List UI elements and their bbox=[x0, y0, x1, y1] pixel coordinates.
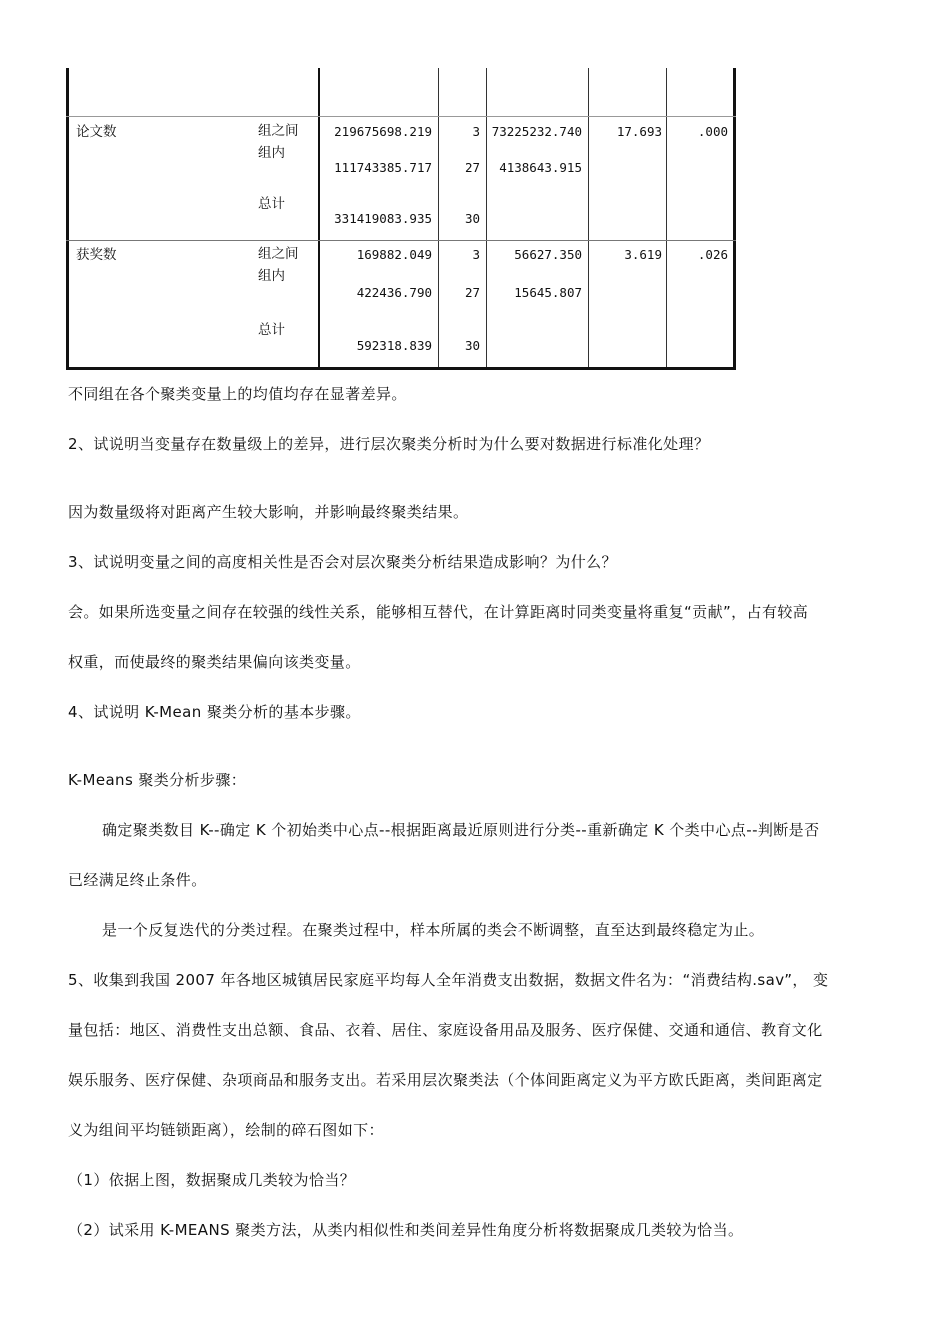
answer-4-line-3: 是一个反复迭代的分类过程。在聚类过程中，样本所属的类会不断调整，直至达到最终稳定为止。 bbox=[102, 921, 765, 939]
answer-4-heading: K-Means 聚类分析步骤： bbox=[68, 771, 247, 789]
answer-3-line-2: 权重，而使最终的聚类结果偏向该类变量。 bbox=[68, 653, 361, 671]
variable-label: 获奖数 bbox=[76, 247, 117, 263]
source-total: 总计 bbox=[258, 196, 285, 212]
question-3: 3、试说明变量之间的高度相关性是否会对层次聚类分析结果造成影响？为什么？ bbox=[68, 553, 617, 571]
answer-4-line-2: 已经满足终止条件。 bbox=[68, 871, 207, 889]
question-5-line-2: 量包括：地区、消费性支出总额、食品、衣着、居住、家庭设备用品及服务、医疗保健、交通和通信、教育文化 bbox=[68, 1021, 823, 1039]
question-5-line-4: 义为组间平均链锁距离），绘制的碎石图如下： bbox=[68, 1121, 384, 1139]
df-value: 27 bbox=[464, 285, 480, 300]
table-border-bottom bbox=[66, 367, 736, 370]
source-between: 组之间 bbox=[258, 246, 299, 262]
f-value: 3.619 bbox=[624, 247, 662, 262]
ss-value: 422436.790 bbox=[356, 285, 432, 300]
source-within: 组内 bbox=[258, 268, 285, 284]
anova-table bbox=[66, 68, 736, 370]
df-value: 30 bbox=[464, 211, 480, 226]
ss-value: 592318.839 bbox=[356, 338, 432, 353]
source-within: 组内 bbox=[258, 145, 285, 161]
df-value: 3 bbox=[472, 124, 480, 139]
ss-value: 111743385.717 bbox=[334, 160, 432, 175]
question-4: 4、试说明 K-Mean 聚类分析的基本步骤。 bbox=[68, 703, 361, 721]
f-value: 17.693 bbox=[616, 124, 662, 139]
table-col-divider bbox=[438, 68, 439, 370]
question-2: 2、试说明当变量存在数量级上的差异，进行层次聚类分析时为什么要对数据进行标准化处理？ bbox=[68, 435, 710, 453]
ms-value: 56627.350 bbox=[514, 247, 582, 262]
answer-2: 因为数量级将对距离产生较大影响，并影响最终聚类结果。 bbox=[68, 503, 469, 521]
question-5-line-1: 5、收集到我国 2007 年各地区城镇居民家庭平均每人全年消费支出数据，数据文件名为：“消费结构.sav”， 变 bbox=[68, 971, 829, 989]
sig-value: .026 bbox=[697, 247, 728, 262]
ms-value: 73225232.740 bbox=[491, 124, 582, 139]
answer-4-line-1: 确定聚类数目 K--确定 K 个初始类中心点--根据距离最近原则进行分类--重新确定 K 个类中心点--判断是否 bbox=[102, 821, 820, 839]
sub-question-2: （2）试采用 K-MEANS 聚类方法，从类内相似性和类间差异性角度分析将数据聚成几类较为恰当。 bbox=[68, 1221, 744, 1239]
df-value: 30 bbox=[464, 338, 480, 353]
table-row-divider bbox=[66, 240, 736, 241]
source-total: 总计 bbox=[258, 322, 285, 338]
table-border-right bbox=[733, 68, 736, 370]
table-col-divider bbox=[318, 68, 320, 370]
question-5-line-3: 娱乐服务、医疗保健、杂项商品和服务支出。若采用层次聚类法（个体间距离定义为平方欧氏距离，类间距离定 bbox=[68, 1071, 823, 1089]
ss-value: 219675698.219 bbox=[334, 124, 432, 139]
ss-value: 331419083.935 bbox=[334, 211, 432, 226]
ms-value: 4138643.915 bbox=[499, 160, 582, 175]
df-value: 3 bbox=[472, 247, 480, 262]
table-col-divider bbox=[666, 68, 667, 370]
ms-value: 15645.807 bbox=[514, 285, 582, 300]
ss-value: 169882.049 bbox=[356, 247, 432, 262]
variable-label: 论文数 bbox=[76, 124, 117, 140]
sub-question-1: （1）依据上图，数据聚成几类较为恰当？ bbox=[68, 1171, 356, 1189]
sig-value: .000 bbox=[697, 124, 728, 139]
answer-3-line-1: 会。如果所选变量之间存在较强的线性关系，能够相互替代，在计算距离时同类变量将重复“贡献”，占有较高 bbox=[68, 603, 809, 621]
conclusion-text: 不同组在各个聚类变量上的均值均存在显著差异。 bbox=[68, 385, 407, 403]
table-col-divider bbox=[588, 68, 589, 370]
source-between: 组之间 bbox=[258, 123, 299, 139]
table-border-left bbox=[66, 68, 69, 370]
table-row-divider bbox=[66, 116, 736, 117]
df-value: 27 bbox=[464, 160, 480, 175]
table-col-divider bbox=[486, 68, 487, 370]
